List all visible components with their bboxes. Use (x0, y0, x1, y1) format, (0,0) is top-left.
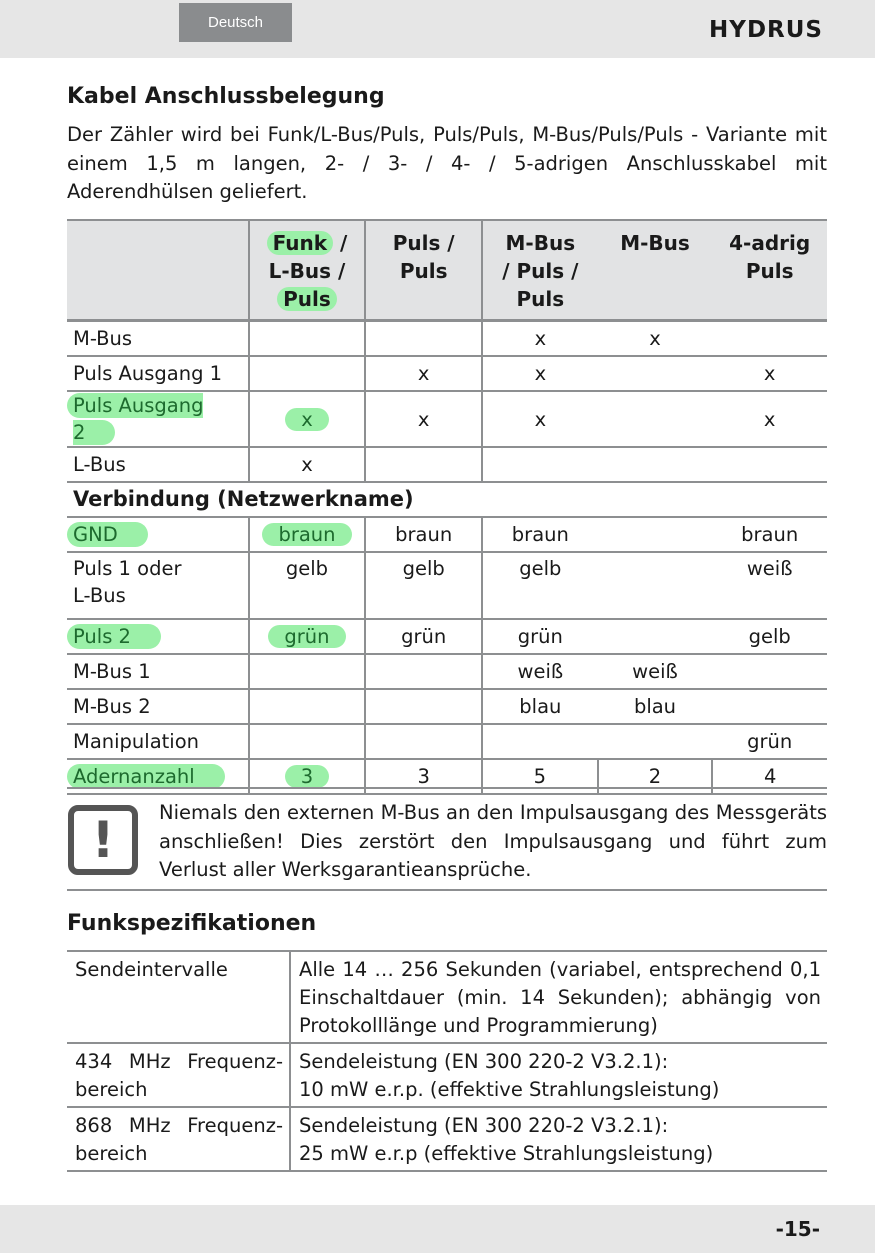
cell: weiß (712, 552, 827, 619)
cell: x (365, 356, 482, 391)
cell (712, 321, 827, 357)
cell: gelb (365, 552, 482, 619)
cell: x (712, 391, 827, 447)
cell: weiß (598, 654, 713, 689)
cell (712, 654, 827, 689)
cell (598, 391, 713, 447)
cell: blau (482, 689, 598, 724)
header-lbus: L-Bus / (268, 259, 346, 283)
highlighted-value: 3 (285, 765, 329, 788)
bottom-bar (0, 1205, 875, 1253)
spec-value (290, 1043, 827, 1107)
header-mbus-puls-puls (482, 220, 598, 321)
table-row (67, 552, 827, 619)
highlighted-label: Puls Ausgang 2 (67, 393, 203, 445)
cell: gelb (482, 552, 598, 619)
cell: blau (598, 689, 713, 724)
spec-key-text: 434 MHz Frequenz- (75, 1050, 283, 1073)
wiring-header-row (67, 220, 827, 321)
cell (598, 619, 713, 654)
cell (249, 356, 366, 391)
row-label-line: L-Bus (73, 584, 126, 607)
header-highlight: Funk (267, 231, 333, 255)
cell (712, 447, 827, 482)
table-row (67, 689, 827, 724)
cell: weiß (482, 654, 598, 689)
table-row (67, 951, 827, 1043)
row-label (67, 391, 249, 447)
cell: x (712, 356, 827, 391)
cell (598, 724, 713, 759)
spec-value-text: Sendeleistung (EN 300 220-2 V3.2.1): (299, 1114, 669, 1137)
header-text: M-Bus (505, 231, 576, 255)
cell: gelb (712, 619, 827, 654)
row-label (67, 517, 249, 552)
cell (365, 321, 482, 357)
cell: 2 (598, 759, 713, 794)
highlighted-value: grün (268, 625, 345, 648)
table-row (67, 321, 827, 357)
table-row (67, 1107, 827, 1171)
cell: grün (482, 619, 598, 654)
spec-value-text: 25 mW e.r.p (effektive Strahlungsleistung) (299, 1142, 714, 1165)
cell: x (249, 447, 366, 482)
header-text: 4-adrig (729, 231, 811, 255)
cell (249, 517, 366, 552)
cell (598, 447, 713, 482)
spec-value-text: Alle 14 … 256 Sekunden (variabel, entsprechend 0,1 Einschaltdauer (min. 14 Sekunden); abhängig von Protokolllänge und Programmierung) (299, 958, 821, 1037)
cell: braun (712, 517, 827, 552)
highlighted-label: Adernanzahl (67, 764, 225, 789)
header-slash: / (333, 231, 348, 255)
cable-section-title: Kabel Anschlussbelegung (67, 84, 385, 109)
row-label: M-Bus (67, 321, 249, 357)
radio-spec-table (67, 950, 827, 1172)
header-funk-lbus-puls (249, 220, 366, 321)
highlighted-label: Puls 2 (67, 624, 161, 649)
cell (365, 447, 482, 482)
page-number: -15- (775, 1217, 820, 1241)
cell: braun (365, 517, 482, 552)
header-text: Puls (516, 287, 565, 311)
table-row (67, 619, 827, 654)
cell (365, 689, 482, 724)
spec-key (67, 951, 290, 1043)
brand-name: HYDRUS (709, 17, 823, 43)
cell (249, 654, 366, 689)
header-text: Puls (399, 259, 448, 283)
cell (598, 517, 713, 552)
header-text: M-Bus (620, 231, 690, 255)
cell: 5 (482, 759, 598, 794)
row-label (67, 619, 249, 654)
cell (482, 447, 598, 482)
cell: gelb (249, 552, 366, 619)
cell (365, 724, 482, 759)
spec-value-text: 10 mW e.r.p. (effektive Strahlungsleistung) (299, 1078, 720, 1101)
cell (482, 724, 598, 759)
row-label-line: Puls 1 oder (73, 557, 182, 580)
spec-value-text: Sendeleistung (EN 300 220-2 V3.2.1): (299, 1050, 669, 1073)
highlighted-value: braun (262, 523, 351, 546)
cable-intro: Der Zähler wird bei Funk/L-Bus/Puls, Puls/Puls, M-Bus/Puls/Puls - Variante mit einem 1,5 m langen, 2- / 3- / 4- / 5-adrigen Anschlusskabel mit Aderendhülsen geliefert. (67, 123, 827, 203)
cell: grün (365, 619, 482, 654)
table-row (67, 1043, 827, 1107)
table-row (67, 356, 827, 391)
header-4adrig-puls (712, 220, 827, 321)
subheading-row (67, 482, 827, 517)
cell: x (365, 391, 482, 447)
cell (712, 689, 827, 724)
header-text: Puls (745, 259, 794, 283)
spec-value (290, 1107, 827, 1171)
cell (598, 552, 713, 619)
cell (249, 724, 366, 759)
highlighted-value: x (285, 408, 329, 431)
spec-key-text: 868 MHz Frequenz- (75, 1114, 283, 1137)
cell (249, 391, 366, 447)
row-label: M-Bus 1 (67, 654, 249, 689)
table-row (67, 654, 827, 689)
spec-key (67, 1107, 290, 1171)
wiring-table (67, 219, 827, 795)
row-label: M-Bus 2 (67, 689, 249, 724)
header-highlight-puls: Puls (277, 287, 337, 311)
cell: x (598, 321, 713, 357)
header-blank (67, 220, 249, 321)
cell: braun (482, 517, 598, 552)
cell: x (482, 391, 598, 447)
cell (249, 689, 366, 724)
warning-text: Niemals den externen M-Bus an den Impulsausgang des Messgeräts anschließen! Dies zerstört den Impulsausgang und führt zum Verlust aller Werksgarantieansprüche. (159, 801, 827, 881)
header-puls-puls (365, 220, 482, 321)
row-label: L-Bus (67, 447, 249, 482)
highlighted-label: GND (67, 522, 148, 547)
header-mbus (598, 220, 713, 321)
cell: 4 (712, 759, 827, 794)
cell: x (482, 356, 598, 391)
spec-key-text: bereich (75, 1078, 148, 1101)
table-row (67, 724, 827, 759)
top-bar (0, 0, 875, 58)
cell: 3 (365, 759, 482, 794)
cell (598, 356, 713, 391)
table-row (67, 517, 827, 552)
row-label: Manipulation (67, 724, 249, 759)
spec-key-text: Sendeintervalle (75, 958, 228, 981)
table-row (67, 391, 827, 447)
header-text: / Puls / (502, 259, 579, 283)
cell (365, 654, 482, 689)
spec-key-text: bereich (75, 1142, 148, 1165)
cell: grün (712, 724, 827, 759)
cell (249, 321, 366, 357)
connection-subheading: Verbindung (Netzwerkname) (67, 482, 827, 517)
header-text: Puls / (392, 231, 455, 255)
language-tab[interactable]: Deutsch (179, 3, 292, 42)
row-label: Puls Ausgang 1 (67, 356, 249, 391)
radio-section-title: Funkspezifikationen (67, 911, 317, 936)
cell: x (482, 321, 598, 357)
spec-key (67, 1043, 290, 1107)
row-label (67, 552, 249, 619)
warning-box (67, 787, 827, 891)
table-row (67, 447, 827, 482)
spec-value (290, 951, 827, 1043)
exclamation-icon: ! (68, 805, 138, 875)
cell (249, 619, 366, 654)
